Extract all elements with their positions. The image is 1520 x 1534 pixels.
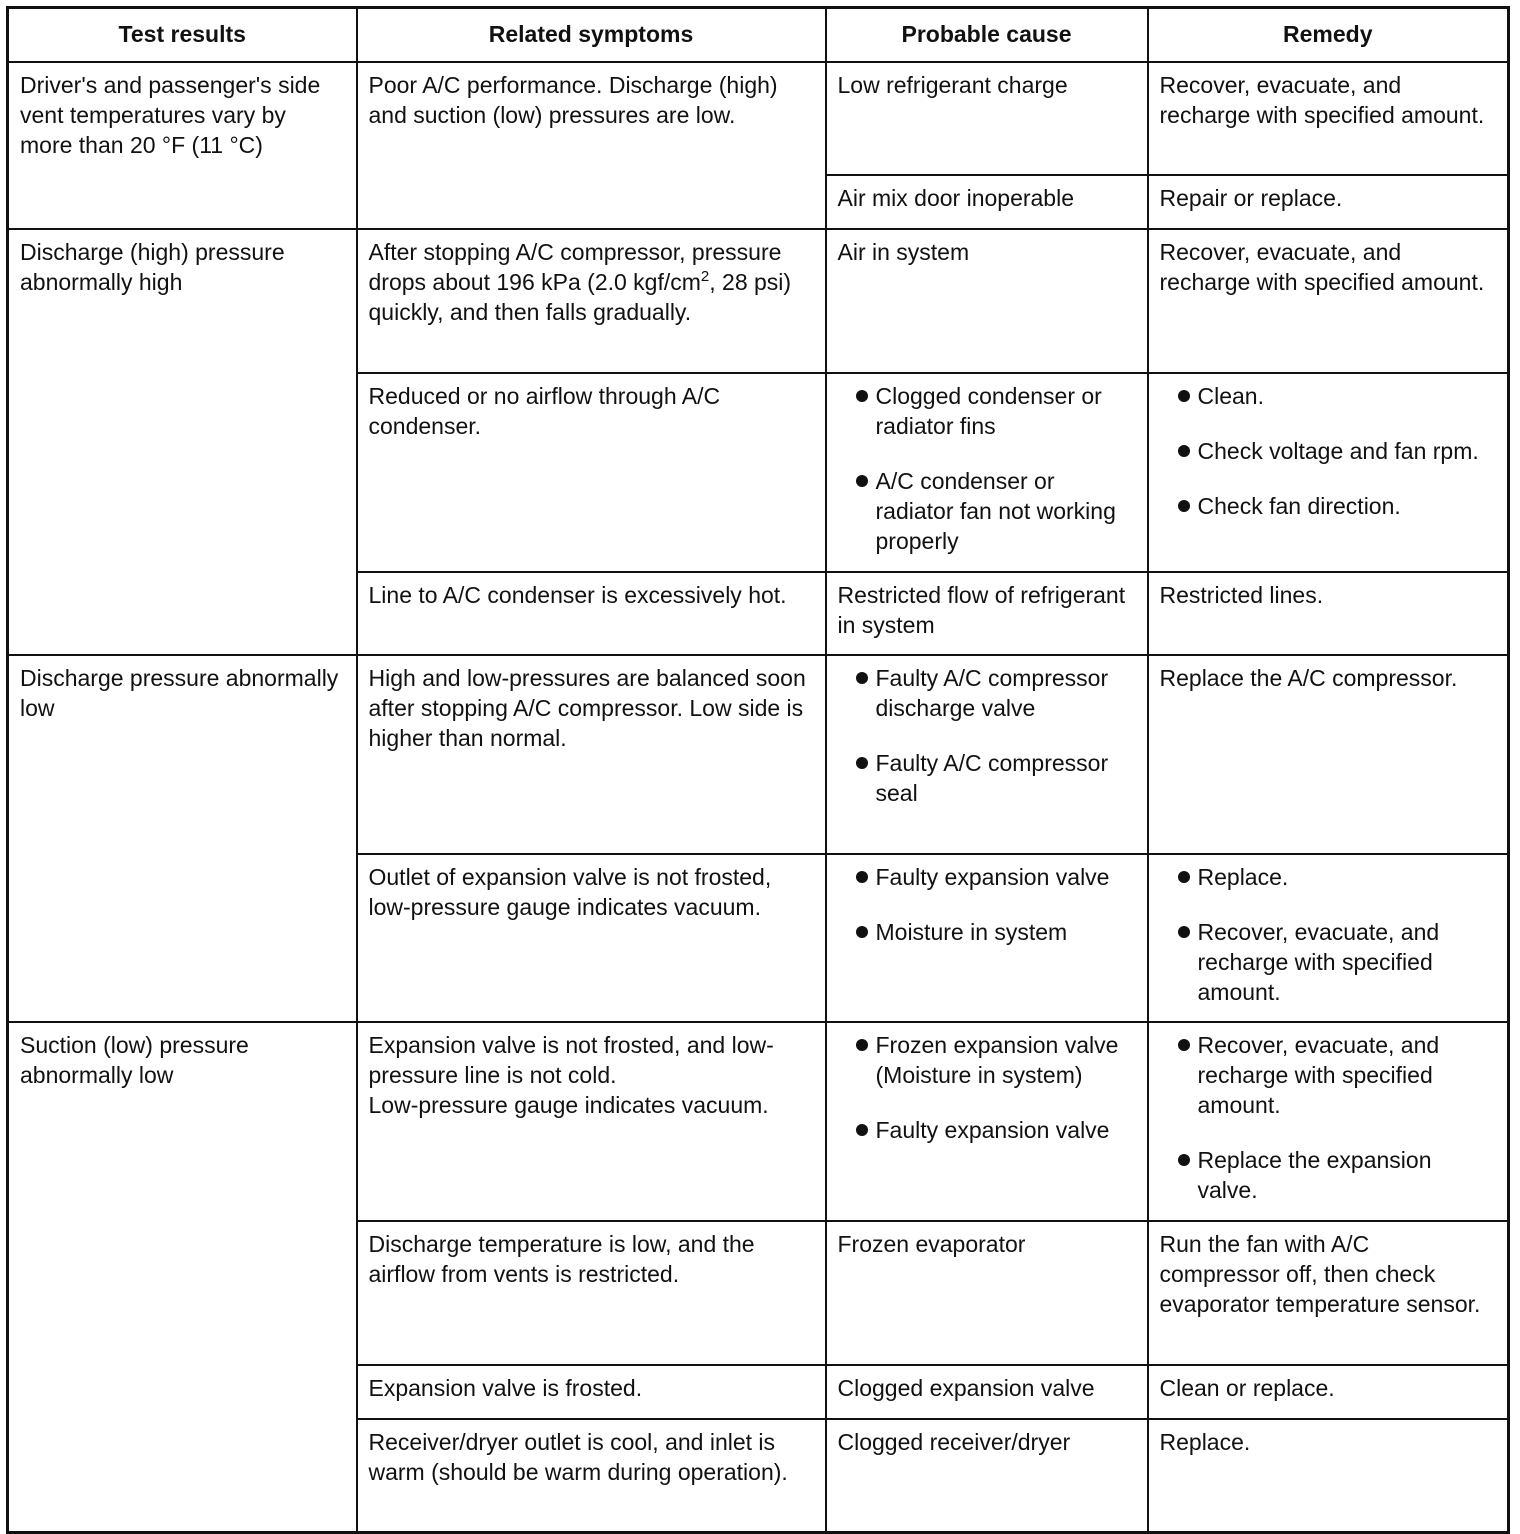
header-remedy: Remedy [1148, 8, 1509, 63]
symptom-cell: High and low-pressures are balanced soon after stopping A/C compressor. Low side is higher than normal. [357, 655, 826, 854]
cause-cell: Frozen evaporator [826, 1221, 1148, 1365]
list-item [838, 748, 1135, 808]
cause-text: Faulty expansion valve [875, 864, 1110, 890]
remedy-cell: Recover, evacuate, and recharge with specified amount. [1148, 62, 1509, 175]
cause-list [838, 1030, 1135, 1145]
header-row [8, 8, 1509, 63]
symptom-cell: Expansion valve is frosted. [357, 1365, 826, 1419]
superscript: 2 [700, 268, 710, 285]
symptom-cell: Outlet of expansion valve is not frosted, low-pressure gauge indicates vacuum. [357, 854, 826, 1022]
remedy-text: Clean. [1197, 383, 1264, 409]
remedy-text: Recover, evacuate, and recharge with specified amount. [1197, 1032, 1440, 1118]
table-row [8, 655, 1509, 854]
cause-text: Faulty A/C compressor seal [875, 750, 1109, 806]
remedy-list [1160, 381, 1496, 521]
list-item [1160, 381, 1496, 411]
cause-cell [826, 1022, 1148, 1221]
remedy-cell: Repair or replace. [1148, 175, 1509, 229]
symptom-cell: Receiver/dryer outlet is cool, and inlet is warm (should be warm during operation). [357, 1419, 826, 1533]
bullet-icon [1178, 1154, 1190, 1166]
cause-text: Clogged condenser or radiator fins [875, 383, 1102, 439]
bullet-icon [856, 926, 868, 938]
symptom-text: Expansion valve is not frosted, and low-pressure line is not cold. [368, 1032, 774, 1088]
cause-cell: Restricted flow of refrigerant in system [826, 572, 1148, 655]
header-related-symptoms: Related symptoms [357, 8, 826, 63]
remedy-list [1160, 1030, 1496, 1205]
symptom-cell [357, 229, 826, 373]
remedy-cell: Replace the A/C compressor. [1148, 655, 1509, 854]
symptom-text: Low-pressure gauge indicates vacuum. [368, 1092, 769, 1118]
bullet-icon [856, 1124, 868, 1136]
list-item [1160, 436, 1496, 466]
test-result-cell: Discharge pressure abnormally low [8, 655, 357, 1022]
bullet-icon [1178, 926, 1190, 938]
list-item [838, 917, 1135, 947]
remedy-text: Check fan direction. [1197, 493, 1401, 519]
cause-cell: Air mix door inoperable [826, 175, 1148, 229]
bullet-icon [1178, 871, 1190, 883]
table-row [8, 1022, 1509, 1221]
symptom-cell [357, 1022, 826, 1221]
symptom-cell: Line to A/C condenser is excessively hot. [357, 572, 826, 655]
remedy-cell: Run the fan with A/C compressor off, then check evaporator temperature sensor. [1148, 1221, 1509, 1365]
list-item [838, 381, 1135, 441]
bullet-icon [1178, 390, 1190, 402]
remedy-text: Replace the expansion valve. [1197, 1147, 1432, 1203]
remedy-text: Replace. [1197, 864, 1289, 890]
cause-text: Moisture in system [875, 919, 1068, 945]
list-item [838, 1030, 1135, 1090]
troubleshooting-table-wrapper [6, 6, 1507, 1534]
symptom-cell: Poor A/C performance. Discharge (high) and suction (low) pressures are low. [357, 62, 826, 229]
cause-text: Faulty expansion valve [875, 1117, 1110, 1143]
remedy-cell [1148, 373, 1509, 572]
header-test-results: Test results [8, 8, 357, 63]
bullet-icon [856, 672, 868, 684]
symptom-cell: Discharge temperature is low, and the airflow from vents is restricted. [357, 1221, 826, 1365]
remedy-cell: Replace. [1148, 1419, 1509, 1533]
remedy-cell [1148, 854, 1509, 1022]
remedy-cell: Clean or replace. [1148, 1365, 1509, 1419]
bullet-icon [856, 1039, 868, 1051]
list-item [838, 466, 1135, 556]
cause-text: A/C condenser or radiator fan not working properly [875, 468, 1116, 554]
symptom-cell: Reduced or no airflow through A/C condenser. [357, 373, 826, 572]
remedy-list [1160, 862, 1496, 1007]
symptom-text: After stopping A/C compressor, pressure drops about 196 kPa (2.0 kgf/cm [368, 239, 782, 295]
cause-list [838, 862, 1135, 947]
list-item [1160, 917, 1496, 1007]
cause-cell [826, 655, 1148, 854]
symptom-text: , 28 psi) quickly, and then falls gradually. [368, 269, 792, 325]
test-result-cell: Suction (low) pressure abnormally low [8, 1022, 357, 1533]
cause-list [838, 381, 1135, 556]
bullet-icon [856, 390, 868, 402]
bullet-icon [856, 871, 868, 883]
ac-troubleshooting-table [6, 6, 1510, 1534]
cause-cell [826, 854, 1148, 1022]
test-result-cell: Driver's and passenger's side vent temperatures vary by more than 20 °F (11 °C) [8, 62, 357, 229]
table-row [8, 62, 1509, 175]
cause-cell: Low refrigerant charge [826, 62, 1148, 175]
test-result-cell: Discharge (high) pressure abnormally high [8, 229, 357, 655]
cause-cell: Air in system [826, 229, 1148, 373]
list-item [838, 663, 1135, 723]
table-row [8, 229, 1509, 373]
remedy-cell: Restricted lines. [1148, 572, 1509, 655]
cause-list [838, 663, 1135, 808]
list-item [1160, 1030, 1496, 1120]
list-item [838, 862, 1135, 892]
list-item [838, 1115, 1135, 1145]
list-item [1160, 491, 1496, 521]
bullet-icon [1178, 1039, 1190, 1051]
cause-cell: Clogged receiver/dryer [826, 1419, 1148, 1533]
remedy-text: Recover, evacuate, and recharge with specified amount. [1197, 919, 1440, 1005]
list-item [1160, 1145, 1496, 1205]
header-probable-cause: Probable cause [826, 8, 1148, 63]
remedy-cell [1148, 1022, 1509, 1221]
cause-text: Frozen expansion valve (Moisture in system) [875, 1032, 1119, 1088]
cause-cell: Clogged expansion valve [826, 1365, 1148, 1419]
list-item [1160, 862, 1496, 892]
cause-text: Faulty A/C compressor discharge valve [875, 665, 1109, 721]
bullet-icon [1178, 500, 1190, 512]
remedy-cell: Recover, evacuate, and recharge with specified amount. [1148, 229, 1509, 373]
cause-cell [826, 373, 1148, 572]
remedy-text: Check voltage and fan rpm. [1197, 438, 1479, 464]
bullet-icon [856, 757, 868, 769]
bullet-icon [856, 475, 868, 487]
bullet-icon [1178, 445, 1190, 457]
